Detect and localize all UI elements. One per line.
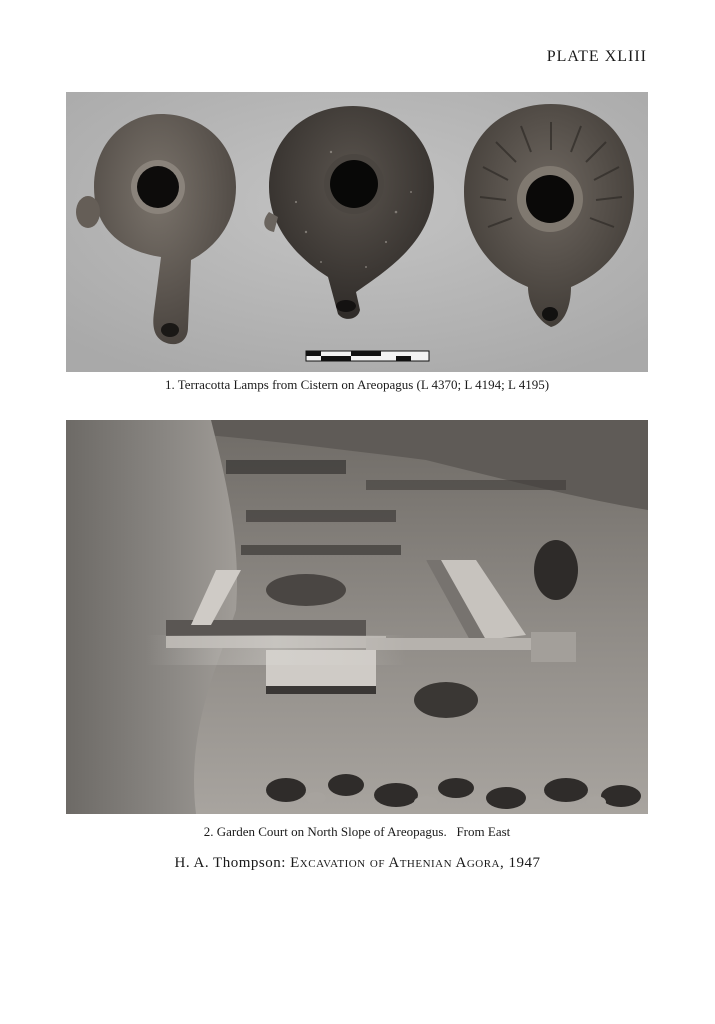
figure-2-caption: 2. Garden Court on North Slope of Areopagus. From East [203, 824, 511, 839]
credit-separator: : [281, 855, 291, 871]
excavation-photograph [66, 420, 648, 814]
plate-credit-line [0, 855, 715, 872]
credit-title: Excavation of Athenian Agora [290, 855, 500, 871]
scale-bar [306, 351, 429, 361]
lamps-photograph [66, 92, 648, 372]
plate-number: PLATE XLIII [546, 48, 647, 65]
figure-1-caption: 1. Terracotta Lamps from Cistern on Areopagus (L 4370; L 4194; L 4195) [164, 377, 550, 392]
credit-author: H. A. Thompson [174, 855, 282, 871]
credit-year: , 1947 [500, 855, 541, 871]
